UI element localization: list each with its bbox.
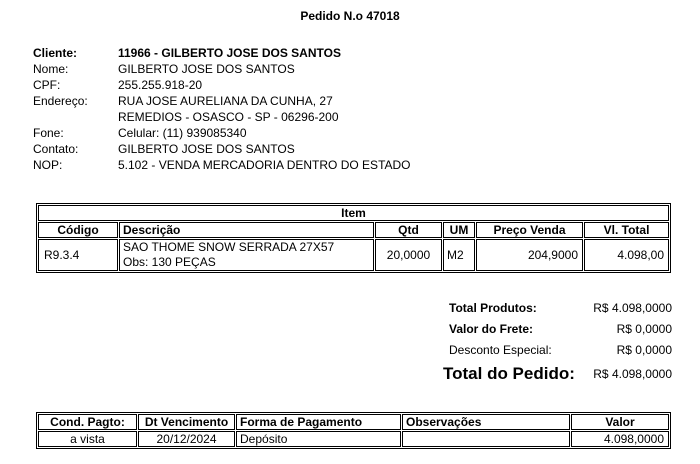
client-value: GILBERTO JOSE DOS SANTOS: [118, 142, 295, 156]
col-header-vl-total: Vl. Total: [584, 222, 669, 238]
payment-table-header-row: [38, 414, 669, 430]
page-title: Pedido N.o 47018: [300, 9, 400, 23]
item-table-header-row: [38, 222, 669, 238]
client-value: Celular: (11) 939085340: [118, 126, 247, 140]
desconto-especial-label: Desconto Especial:: [449, 343, 552, 357]
col-header-preco-venda: Preço Venda: [476, 222, 583, 238]
item-vl-total: 4.098,00: [584, 239, 669, 271]
payment-dt-vencimento: 20/12/2024: [138, 431, 235, 447]
client-label: CPF:: [33, 78, 61, 92]
total-pedido-label: Total do Pedido:: [443, 364, 575, 383]
client-row-nome: [33, 61, 700, 77]
valor-frete-row: [443, 322, 672, 336]
client-value: REMEDIOS - OSASCO - SP - 06296-200: [118, 110, 339, 124]
payment-valor: 4.098,0000: [571, 431, 669, 447]
item-table: [36, 203, 671, 273]
total-produtos-row: [443, 301, 672, 315]
client-row-endereco: [33, 93, 700, 109]
total-produtos-label: Total Produtos:: [449, 301, 537, 315]
payment-observacoes: [402, 431, 570, 447]
client-label: [33, 109, 118, 125]
col-header-cond-pagto: Cond. Pagto:: [38, 414, 137, 430]
client-label: Cliente:: [33, 46, 78, 60]
client-row-nop: [33, 157, 700, 173]
payment-row: [38, 431, 669, 447]
payment-table: [36, 412, 671, 449]
client-row-endereco-line2: [33, 109, 700, 125]
col-header-qtd: Qtd: [375, 222, 442, 238]
col-header-descricao: Descrição: [119, 222, 374, 238]
client-value: 5.102 - VENDA MERCADORIA DENTRO DO ESTADO: [118, 158, 411, 172]
item-table-caption: Item: [38, 205, 669, 221]
item-descricao-line1: SAO THOME SNOW SERRADA 27X57: [123, 240, 335, 254]
client-label: Endereço:: [33, 94, 88, 108]
item-descricao-obs: Obs: 130 PEÇAS: [123, 255, 216, 269]
item-descricao: [119, 239, 374, 271]
payment-forma-pagamento: Depósito: [236, 431, 401, 447]
item-qtd: 20,0000: [375, 239, 442, 271]
client-row-contato: [33, 141, 700, 157]
item-preco-venda: 204,9000: [476, 239, 583, 271]
item-row: [38, 239, 669, 271]
col-header-dt-vencimento: Dt Vencimento: [138, 414, 235, 430]
client-row-fone: [33, 125, 700, 141]
col-header-um: UM: [443, 222, 475, 238]
client-value: RUA JOSE AURELIANA DA CUNHA, 27: [118, 94, 333, 108]
valor-frete-value: R$ 0,0000: [616, 322, 672, 336]
valor-frete-label: Valor do Frete:: [449, 322, 534, 336]
client-info: [33, 45, 700, 173]
client-row-cpf: [33, 77, 700, 93]
client-row-cliente: [33, 45, 700, 61]
desconto-especial-value: R$ 0,0000: [616, 343, 672, 357]
total-pedido-row: [443, 364, 672, 384]
col-header-codigo: Código: [38, 222, 118, 238]
client-value: 255.255.918-20: [118, 78, 203, 92]
payment-cond-pagto: a vista: [38, 431, 137, 447]
col-header-forma-pagamento: Forma de Pagamento: [236, 414, 401, 430]
client-value: 11966 - GILBERTO JOSE DOS SANTOS: [118, 46, 341, 60]
total-pedido-value: R$ 4.098,0000: [593, 367, 672, 381]
client-label: Fone:: [33, 126, 64, 140]
desconto-especial-row: [443, 343, 672, 357]
totals-section: [443, 301, 672, 384]
item-codigo: R9.3.4: [38, 239, 118, 271]
client-label: NOP:: [33, 158, 63, 172]
col-header-valor: Valor: [571, 414, 669, 430]
client-value: GILBERTO JOSE DOS SANTOS: [118, 62, 295, 76]
item-um: M2: [443, 239, 475, 271]
col-header-observacoes: Observações: [402, 414, 570, 430]
client-label: Contato:: [33, 142, 79, 156]
client-label: Nome:: [33, 62, 69, 76]
item-table-caption-row: [38, 205, 669, 221]
total-produtos-value: R$ 4.098,0000: [593, 301, 672, 315]
